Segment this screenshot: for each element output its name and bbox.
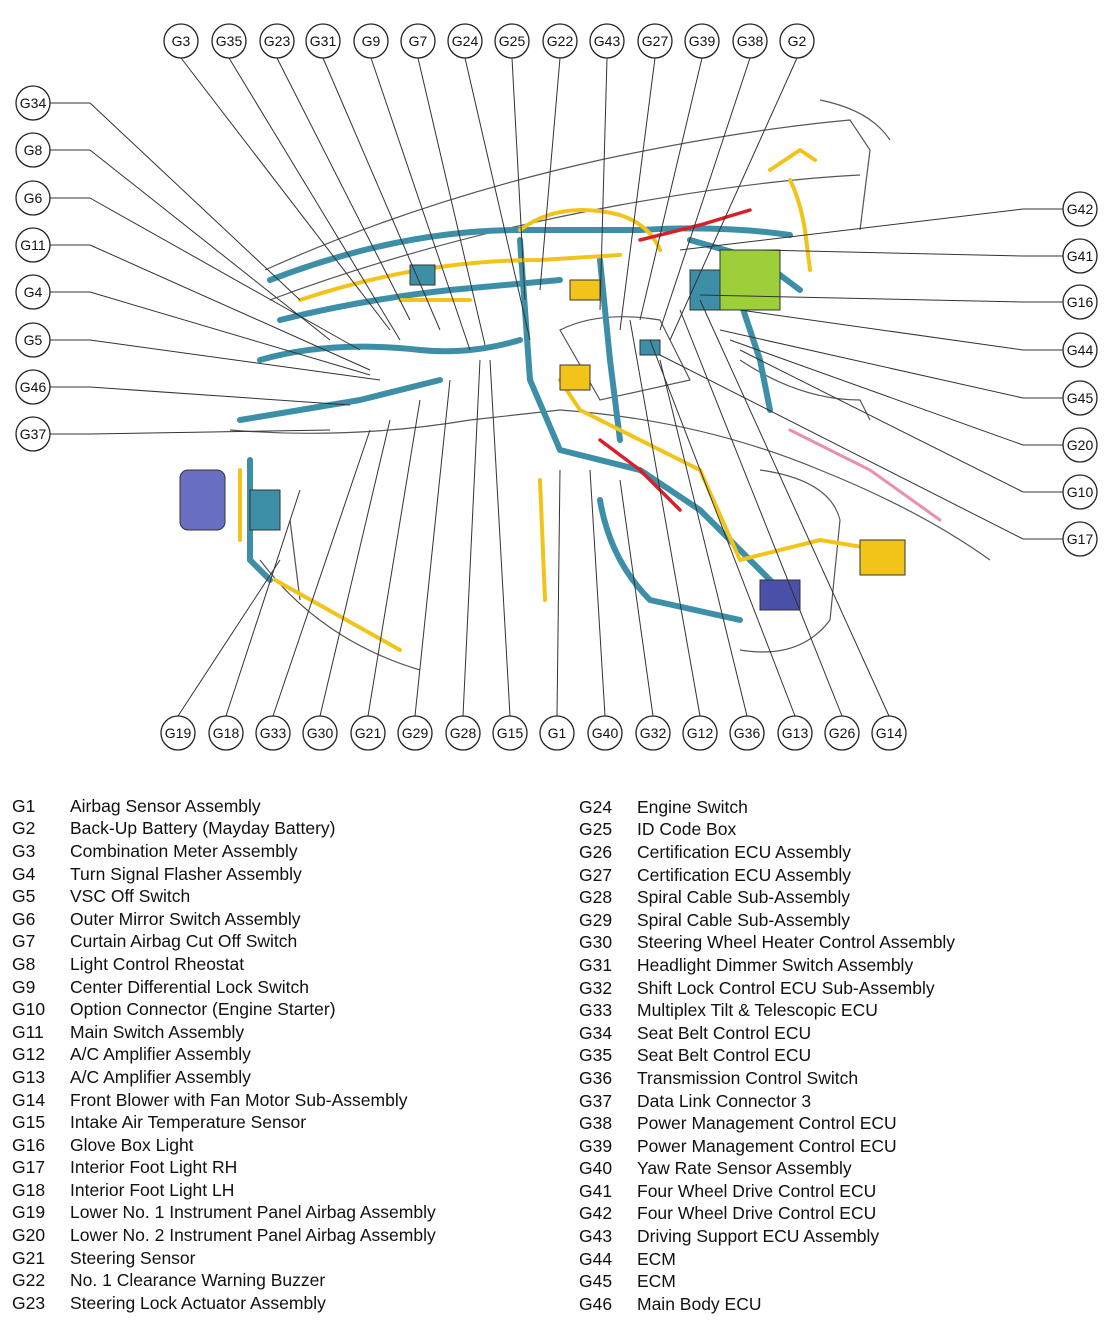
legend-component-name: Center Differential Lock Switch	[70, 976, 309, 997]
legend-row	[579, 864, 955, 887]
legend-component-name: Driving Support ECU Assembly	[637, 1226, 880, 1247]
leader-line	[660, 355, 1023, 539]
callout-g12	[683, 716, 717, 750]
leader-line	[620, 58, 655, 330]
legend-row	[579, 1270, 955, 1293]
callout-g11	[16, 228, 50, 262]
legend-code: G22	[12, 1270, 46, 1291]
callout-text: G34	[19, 95, 47, 111]
callout-text: G41	[1066, 248, 1094, 264]
callout-text: G29	[401, 725, 429, 741]
legend-component-name: A/C Amplifier Assembly	[70, 1044, 251, 1065]
leader-line	[415, 380, 450, 716]
callout-g10	[1063, 475, 1097, 509]
callout-text: G9	[361, 33, 381, 49]
legend-row	[12, 795, 436, 818]
callout-g15	[493, 716, 527, 750]
legend-code: G40	[579, 1158, 613, 1179]
legend-component-name: Main Switch Assembly	[70, 1021, 245, 1042]
callout-g39	[685, 24, 719, 58]
legend-row	[579, 1067, 955, 1090]
callout-text: G38	[736, 33, 764, 49]
legend-row	[12, 1044, 436, 1067]
legend-code: G37	[579, 1090, 613, 1111]
legend-row	[12, 1179, 436, 1202]
legend-code: G33	[579, 1000, 613, 1021]
legend-row	[12, 1292, 436, 1315]
callout-text: G15	[496, 725, 524, 741]
callout-g43	[590, 24, 624, 58]
callout-text: G37	[19, 426, 47, 442]
callout-g38	[733, 24, 767, 58]
legend-component-name: Shift Lock Control ECU Sub-Assembly	[637, 977, 935, 998]
legend-component-name: Yaw Rate Sensor Assembly	[637, 1158, 852, 1179]
legend-component-name: Outer Mirror Switch Assembly	[70, 908, 301, 929]
legend-component-name: Combination Meter Assembly	[70, 840, 298, 861]
callout-text: G2	[787, 33, 807, 49]
legend-code: G39	[579, 1135, 613, 1156]
legend-component-name: ECM	[637, 1248, 676, 1269]
legend-row	[579, 1112, 955, 1135]
leader-line	[277, 58, 410, 320]
legend-row	[579, 886, 955, 909]
legend-code: G13	[12, 1066, 46, 1087]
legend-code: G19	[12, 1202, 46, 1223]
callout-g16	[1063, 285, 1097, 319]
legend-component-name: Certification ECU Assembly	[637, 864, 851, 885]
callout-g18	[209, 716, 243, 750]
callout-g19	[161, 716, 195, 750]
legend-row	[579, 1045, 955, 1068]
callout-text: G20	[1066, 437, 1094, 453]
callout-text: G25	[498, 33, 526, 49]
legend-row	[12, 908, 436, 931]
legend-component-name: Turn Signal Flasher Assembly	[70, 863, 302, 884]
legend-row	[579, 1135, 955, 1158]
legend-row	[12, 953, 436, 976]
callout-text: G46	[19, 379, 47, 395]
leader-line	[760, 250, 1023, 256]
legend-component-name: Power Management Control ECU	[637, 1113, 897, 1134]
callout-g13	[778, 716, 812, 750]
callout-g23	[260, 24, 294, 58]
callout-g6	[16, 181, 50, 215]
legend-row	[12, 1224, 436, 1247]
legend-component-name: Curtain Airbag Cut Off Switch	[70, 931, 298, 952]
leader-line	[90, 103, 300, 300]
callout-text: G14	[875, 725, 903, 741]
legend-component-name: Front Blower with Fan Motor Sub-Assembly	[70, 1089, 408, 1110]
callout-g1	[540, 716, 574, 750]
legend-code: G8	[12, 953, 36, 974]
callout-text: G8	[23, 142, 43, 158]
callout-text: G21	[354, 725, 382, 741]
legend-row	[579, 1225, 955, 1248]
legend-code: G26	[579, 841, 613, 862]
legend-component-name: A/C Amplifier Assembly	[70, 1066, 251, 1087]
leader-line	[90, 198, 360, 350]
legend-code: G1	[12, 795, 36, 816]
legend-code: G14	[12, 1089, 46, 1110]
callout-text: G16	[1066, 294, 1094, 310]
legend-row	[12, 840, 436, 863]
callout-g21	[351, 716, 385, 750]
leader-line	[740, 350, 1023, 492]
callout-text: G32	[639, 725, 667, 741]
legend-row	[12, 1157, 436, 1180]
callout-g2	[780, 24, 814, 58]
callout-g8	[16, 133, 50, 167]
legend-code: G44	[579, 1248, 613, 1269]
legend-code: G25	[579, 819, 613, 840]
legend-component-name: Engine Switch	[637, 796, 748, 817]
legend-row	[579, 1248, 955, 1271]
callout-text: G22	[546, 33, 574, 49]
legend-row	[579, 1090, 955, 1113]
legend-code: G2	[12, 818, 36, 839]
callout-g9	[354, 24, 388, 58]
callout-g37	[16, 417, 50, 451]
leader-line	[490, 360, 510, 716]
legend-component-name: ECM	[637, 1271, 676, 1292]
leader-line	[557, 470, 560, 716]
leader-line	[465, 58, 530, 340]
legend-row	[12, 818, 436, 841]
legend-code: G5	[12, 886, 36, 907]
callout-text: G35	[215, 33, 243, 49]
legend-code: G4	[12, 863, 36, 884]
legend-component-name: Data Link Connector 3	[637, 1090, 812, 1111]
legend-code: G23	[12, 1292, 46, 1313]
legend-code: G9	[12, 976, 36, 997]
legend-row	[12, 1269, 436, 1292]
callout-text: G3	[171, 33, 191, 49]
callout-text: G42	[1066, 201, 1094, 217]
legend-component-name: Four Wheel Drive Control ECU	[637, 1203, 877, 1224]
legend-row	[579, 841, 955, 864]
legend-code: G29	[579, 909, 613, 930]
callout-text: G27	[641, 33, 669, 49]
callout-g17	[1063, 522, 1097, 556]
callout-g29	[398, 716, 432, 750]
callout-g20	[1063, 428, 1097, 462]
legend-code: G6	[12, 908, 36, 929]
legend-code: G7	[12, 931, 36, 952]
legend-left-column	[12, 795, 436, 1315]
callout-g33	[256, 716, 290, 750]
legend-component-name: Option Connector (Engine Starter)	[70, 999, 336, 1020]
callout-text: G4	[23, 284, 43, 300]
callout-text: G45	[1066, 390, 1094, 406]
legend-code: G46	[579, 1293, 613, 1314]
callout-g5	[16, 323, 50, 357]
legend-component-name: VSC Off Switch	[70, 886, 191, 907]
legend-component-name: Multiplex Tilt & Telescopic ECU	[637, 1000, 878, 1021]
callout-text: G5	[23, 332, 43, 348]
legend-component-name: Spiral Cable Sub-Assembly	[637, 909, 851, 930]
legend-right-column	[579, 796, 955, 1316]
callout-text: G44	[1066, 342, 1094, 358]
legend-code: G21	[12, 1247, 46, 1268]
legend-component-name: Glove Box Light	[70, 1134, 194, 1155]
legend-component-name: Steering Wheel Heater Control Assembly	[637, 932, 956, 953]
callout-text: G10	[1066, 484, 1094, 500]
callout-text: G6	[23, 190, 43, 206]
callout-text: G26	[828, 725, 856, 741]
callout-g26	[825, 716, 859, 750]
legend-component-name: Lower No. 1 Instrument Panel Airbag Assembly	[70, 1202, 436, 1223]
legend-component-name: ID Code Box	[637, 819, 737, 840]
legend-row	[12, 1134, 436, 1157]
callout-g22	[543, 24, 577, 58]
legend-code: G38	[579, 1113, 613, 1134]
legend-component-name: Steering Sensor	[70, 1247, 196, 1268]
legend-row	[579, 1293, 955, 1316]
leader-line	[730, 340, 1023, 445]
callout-text: G23	[263, 33, 291, 49]
legend-component-name: Light Control Rheostat	[70, 953, 245, 974]
legend-code: G16	[12, 1134, 46, 1155]
harness-pink	[790, 430, 940, 520]
legend-code: G30	[579, 932, 613, 953]
callout-g42	[1063, 192, 1097, 226]
legend-code: G27	[579, 864, 613, 885]
legend-row	[12, 998, 436, 1021]
legend-component-name: Four Wheel Drive Control ECU	[637, 1180, 877, 1201]
harness-yellow	[240, 150, 880, 650]
legend-code: G10	[12, 999, 46, 1020]
callout-g41	[1063, 239, 1097, 273]
callout-g14	[872, 716, 906, 750]
callout-text: G28	[449, 725, 477, 741]
legend-code: G43	[579, 1226, 613, 1247]
callout-text: G33	[259, 725, 287, 741]
callout-g25	[495, 24, 529, 58]
legend-component-name: Main Body ECU	[637, 1293, 762, 1314]
callout-g46	[16, 370, 50, 404]
legend-code: G24	[579, 796, 613, 817]
callout-text: G19	[164, 725, 192, 741]
leader-line	[320, 420, 390, 716]
callout-text: G13	[781, 725, 809, 741]
legend-component-name: Back-Up Battery (Mayday Battery)	[70, 818, 336, 839]
legend-component-name: Lower No. 2 Instrument Panel Airbag Assembly	[70, 1225, 436, 1246]
leader-line	[273, 430, 370, 716]
leader-line	[90, 150, 330, 340]
leader-line	[700, 300, 889, 716]
callout-g24	[448, 24, 482, 58]
callout-g30	[303, 716, 337, 750]
callout-text: G39	[688, 33, 716, 49]
callout-g3	[164, 24, 198, 58]
callout-text: G1	[547, 725, 567, 741]
callout-g4	[16, 275, 50, 309]
legend-row	[579, 1203, 955, 1226]
legend-row	[579, 954, 955, 977]
callout-g7	[401, 24, 435, 58]
legend-code: G32	[579, 977, 613, 998]
legend-component-name: Seat Belt Control ECU	[637, 1022, 812, 1043]
legend-row	[12, 1066, 436, 1089]
callout-g36	[730, 716, 764, 750]
callout-g32	[636, 716, 670, 750]
legend-component-name: Intake Air Temperature Sensor	[70, 1112, 307, 1133]
legend-row	[12, 931, 436, 954]
legend-code: G3	[12, 840, 36, 861]
legend-component-name: Headlight Dimmer Switch Assembly	[637, 954, 914, 975]
callout-text: G24	[451, 33, 479, 49]
legend-row	[579, 932, 955, 955]
legend-component-name: Transmission Control Switch	[637, 1067, 859, 1088]
leader-line	[650, 340, 795, 716]
legend-component-name: Seat Belt Control ECU	[637, 1045, 812, 1066]
callout-g45	[1063, 381, 1097, 415]
callout-text: G40	[591, 725, 619, 741]
legend-row	[579, 1180, 955, 1203]
legend-code: G41	[579, 1180, 613, 1201]
callout-text: G7	[408, 33, 428, 49]
callout-g35	[212, 24, 246, 58]
legend-code: G34	[579, 1022, 613, 1043]
callout-text: G17	[1066, 531, 1094, 547]
callout-text: G31	[309, 33, 337, 49]
callout-g44	[1063, 333, 1097, 367]
callout-text: G43	[593, 33, 621, 49]
callout-labels	[16, 24, 1097, 750]
legend-row	[12, 1247, 436, 1270]
legend-row	[579, 819, 955, 842]
legend-row	[12, 1111, 436, 1134]
legend-component-name: Airbag Sensor Assembly	[70, 795, 261, 816]
callout-g31	[306, 24, 340, 58]
legend-component-name: Power Management Control ECU	[637, 1135, 897, 1156]
legend-row	[579, 909, 955, 932]
callout-text: G30	[306, 725, 334, 741]
legend-code: G45	[579, 1271, 613, 1292]
callout-text: G11	[20, 237, 46, 253]
legend-code: G31	[579, 954, 613, 975]
leader-line	[229, 58, 400, 340]
legend-row	[579, 977, 955, 1000]
legend-code: G28	[579, 887, 613, 908]
leader-line	[90, 292, 370, 375]
legend-code: G36	[579, 1067, 613, 1088]
leader-lines	[50, 58, 1063, 716]
callout-text: G18	[212, 725, 240, 741]
legend-code: G17	[12, 1157, 46, 1178]
callout-g34	[16, 86, 50, 120]
leader-line	[178, 560, 280, 716]
legend-component-name: Interior Foot Light RH	[70, 1157, 238, 1178]
legend-row	[12, 1021, 436, 1044]
legend-row	[12, 885, 436, 908]
legend-row	[12, 863, 436, 886]
legend-code: G18	[12, 1179, 46, 1200]
callout-text: G36	[733, 725, 761, 741]
legend-component-name: Steering Lock Actuator Assembly	[70, 1292, 326, 1313]
legend-code: G15	[12, 1112, 46, 1133]
callout-g40	[588, 716, 622, 750]
callout-g28	[446, 716, 480, 750]
legend-row	[12, 1089, 436, 1112]
leader-line	[463, 360, 480, 716]
legend-row	[579, 999, 955, 1022]
dashboard-outline	[230, 100, 990, 670]
legend-code: G42	[579, 1203, 613, 1224]
leader-line	[90, 387, 350, 405]
legend-component-name: Certification ECU Assembly	[637, 841, 851, 862]
legend-component-name: Spiral Cable Sub-Assembly	[637, 887, 851, 908]
legend-row	[12, 976, 436, 999]
legend-code: G12	[12, 1044, 46, 1065]
legend-code: G20	[12, 1225, 46, 1246]
legend-row	[579, 1022, 955, 1045]
legend-code: G35	[579, 1045, 613, 1066]
legend-row	[579, 1158, 955, 1181]
callout-text: G12	[686, 725, 714, 741]
leader-line	[660, 360, 747, 716]
legend-row	[579, 796, 955, 819]
legend-code: G11	[12, 1021, 44, 1042]
legend-row	[12, 1202, 436, 1225]
leader-line	[181, 58, 390, 330]
callout-g27	[638, 24, 672, 58]
leader-line	[368, 400, 420, 716]
legend-component-name: Interior Foot Light LH	[70, 1179, 235, 1200]
legend-component-name: No. 1 Clearance Warning Buzzer	[70, 1270, 326, 1291]
